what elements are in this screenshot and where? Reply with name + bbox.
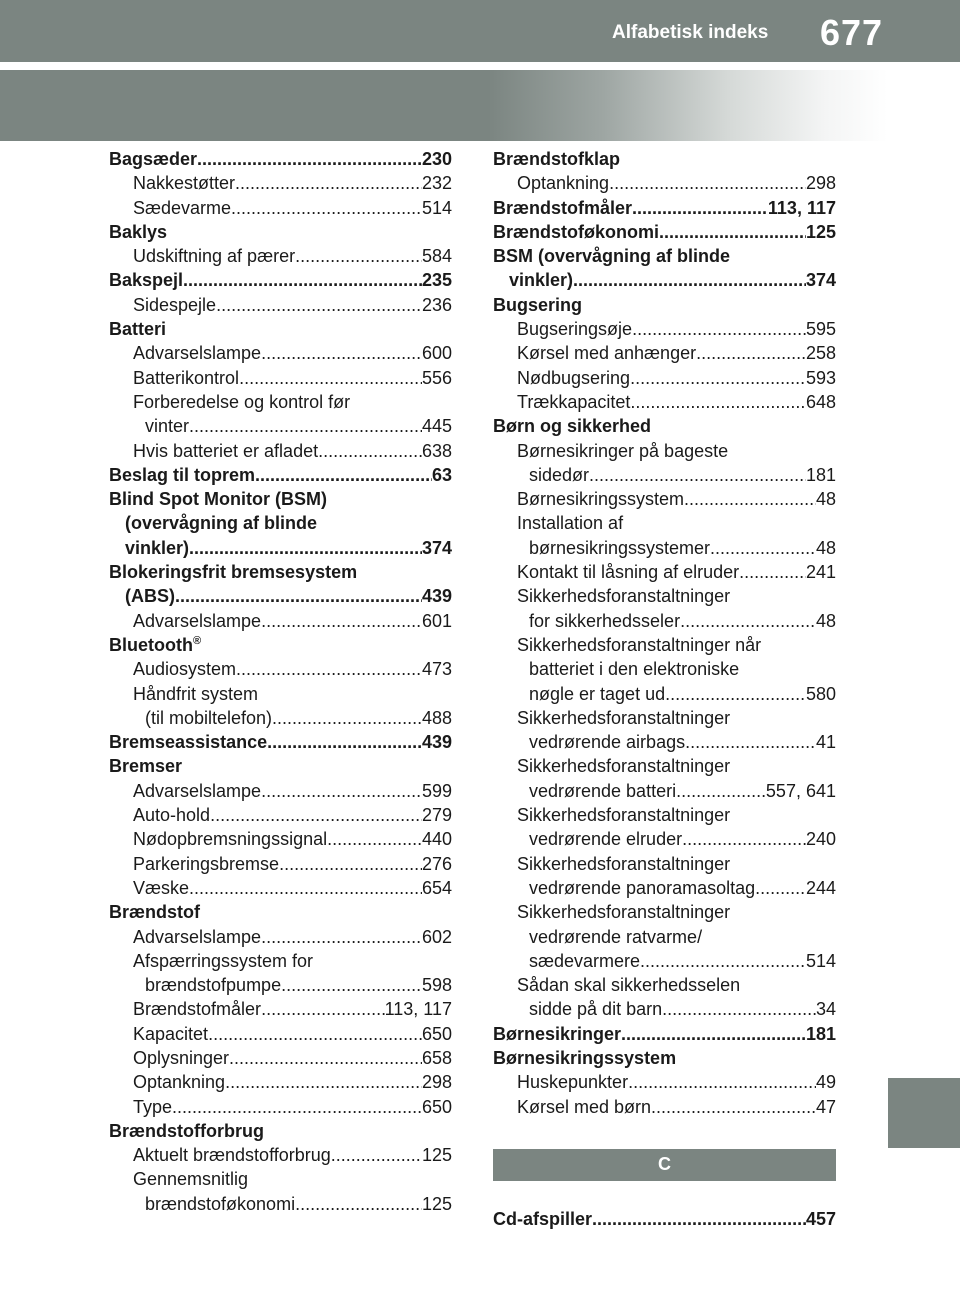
index-entry [109, 560, 452, 609]
leader-dots [685, 730, 816, 754]
leader-dots [239, 366, 422, 390]
entry-label: Batterikontrol [133, 367, 240, 388]
entry-label: Kørsel med børn [517, 1096, 652, 1117]
entry-label: Advarselslampe [133, 780, 262, 801]
leader-dots [172, 1095, 422, 1119]
chapter-tab [888, 1078, 960, 1148]
index-subentry [493, 171, 836, 195]
entry-label: (ABS) [125, 586, 175, 607]
entry-label: Kapacitet [133, 1023, 209, 1044]
index-subentry [493, 560, 836, 584]
entry-label: vinkler) [509, 270, 574, 291]
entry-label: Parkeringsbremse [133, 853, 280, 874]
leader-dots [684, 487, 816, 511]
index-subentry [109, 1070, 452, 1094]
entry-label: vinter [145, 416, 190, 437]
entry-page: 600 [421, 343, 452, 364]
entry-label: Huskepunkter [517, 1072, 629, 1093]
entry-page: 445 [421, 416, 452, 437]
entry-label: Baklys [109, 221, 168, 242]
leader-dots [676, 779, 766, 803]
index-entry [109, 220, 452, 244]
index-subentry [109, 925, 452, 949]
index-column-left [109, 147, 452, 1216]
entry-label: Sådan skal sikkerhedsselen [517, 975, 741, 996]
leader-dots [331, 1143, 422, 1167]
entry-label: sædevarmere [529, 950, 641, 971]
entry-page: 181 [805, 1023, 836, 1044]
index-subentry [109, 827, 452, 851]
entry-label: Bremseassistance [109, 732, 268, 753]
entry-page: 48 [815, 489, 836, 510]
index-entry [493, 1046, 836, 1070]
entry-label: Sidespejle [133, 294, 217, 315]
entry-label: Brændstofforbrug [109, 1120, 264, 1141]
entry-label: Børnesikringer [493, 1023, 622, 1044]
index-subentry [493, 1095, 836, 1119]
entry-label: Beslag til toprem [109, 464, 256, 485]
leader-dots [696, 341, 806, 365]
entry-page: 258 [805, 343, 836, 364]
index-subentry [493, 439, 836, 488]
entry-label: Sikkerhedsforanstaltninger [517, 707, 731, 728]
index-column-right [493, 147, 836, 1231]
section-heading-c: C [493, 1149, 836, 1181]
leader-dots [632, 317, 806, 341]
entry-label: Børn og sikkerhed [493, 416, 652, 437]
leader-dots [295, 244, 422, 268]
entry-page: 580 [805, 683, 836, 704]
index-subentry [493, 341, 836, 365]
index-subentry [493, 487, 836, 511]
index-subentry [109, 366, 452, 390]
leader-dots [592, 1207, 806, 1231]
entry-label: Bugseringsøje [517, 319, 633, 340]
decorative-banner [0, 70, 888, 141]
leader-dots [573, 268, 806, 292]
entry-page: 593 [805, 367, 836, 388]
index-subentry [493, 1070, 836, 1094]
index-subentry [493, 754, 836, 803]
entry-page: 584 [421, 246, 452, 267]
leader-dots [739, 560, 806, 584]
entry-page: 63 [431, 464, 452, 485]
leader-dots [216, 293, 422, 317]
entry-page: 439 [421, 586, 452, 607]
entry-label: Væske [133, 877, 190, 898]
leader-dots [261, 997, 385, 1021]
entry-label: Cd-afspiller [493, 1208, 593, 1229]
header-bar [0, 0, 960, 62]
leader-dots [236, 657, 422, 681]
index-entry [109, 754, 452, 778]
entry-page: 125 [421, 1145, 452, 1166]
index-subentry [109, 779, 452, 803]
entry-label: Håndfrit system [133, 683, 259, 704]
leader-dots [261, 341, 422, 365]
entry-label: Sikkerhedsforanstaltninger [517, 756, 731, 777]
entry-label: brændstofpumpe [145, 975, 282, 996]
entry-label: Trækkapacitet [517, 391, 631, 412]
entry-page: 48 [815, 537, 836, 558]
entry-label: Oplysninger [133, 1047, 230, 1068]
entry-page: 473 [421, 659, 452, 680]
entry-label: Bagsæder [109, 149, 198, 169]
section-title: Alfabetisk indeks [612, 22, 769, 43]
index-subentry [109, 609, 452, 633]
entry-label: for sikkerhedsseler [529, 610, 681, 631]
entry-page: 240 [805, 829, 836, 850]
leader-dots [235, 171, 422, 195]
entry-label: Bluetooth® [109, 634, 202, 655]
entry-label: Hvis batteriet er afladet [133, 440, 319, 461]
entry-continuation: (overvågning af blinde [125, 513, 318, 534]
index-subentry [493, 317, 836, 341]
entry-label: Børnesikringer på bageste [517, 440, 729, 461]
index-subentry [109, 876, 452, 900]
entry-label: Sædevarme [133, 197, 232, 218]
index-subentry [493, 584, 836, 633]
entry-page: 241 [805, 562, 836, 583]
entry-label: Batteri [109, 319, 167, 340]
entry-label: Bremser [109, 756, 183, 777]
entry-label: Audiosystem [133, 659, 237, 680]
leader-dots [231, 196, 422, 220]
leader-dots [621, 1022, 806, 1046]
entry-page: 658 [421, 1047, 452, 1068]
entry-label: Bugsering [493, 294, 583, 315]
leader-dots [640, 949, 806, 973]
leader-dots [659, 220, 806, 244]
index-subentry [493, 900, 836, 973]
index-subentry [493, 511, 836, 560]
leader-dots [189, 876, 422, 900]
entry-label: sidde på dit barn [529, 999, 663, 1020]
index-subentry [493, 973, 836, 1022]
entry-page: 602 [421, 926, 452, 947]
entry-label: Sikkerhedsforanstaltninger [517, 805, 731, 826]
entry-label: vedrørende batteri [529, 780, 677, 801]
entry-label: nøgle er taget ud [529, 683, 666, 704]
index-subentry [109, 1046, 452, 1070]
index-entry [109, 633, 452, 657]
leader-dots [327, 827, 422, 851]
index-entry [109, 268, 452, 292]
entry-label: Nødbugsering [517, 367, 631, 388]
entry-page: 595 [805, 319, 836, 340]
index-subentry [109, 439, 452, 463]
index-entry [493, 1207, 836, 1231]
entry-page: 650 [421, 1023, 452, 1044]
entry-page: 514 [421, 197, 452, 218]
entry-page: 125 [421, 1193, 452, 1214]
entry-page: 650 [421, 1096, 452, 1117]
entry-label: brændstoføkonomi [145, 1193, 296, 1214]
entry-label: Installation af [517, 513, 624, 534]
leader-dots [279, 852, 422, 876]
entry-label: Sikkerhedsforanstaltninger [517, 586, 731, 607]
index-entry [109, 317, 452, 341]
leader-dots [197, 147, 422, 171]
index-subentry [109, 1022, 452, 1046]
index-entry [109, 487, 452, 560]
entry-page: 232 [421, 173, 452, 194]
entry-label: Blind Spot Monitor (BSM) [109, 489, 327, 510]
leader-dots [710, 536, 816, 560]
entry-page: 488 [421, 707, 452, 728]
page-number: 677 [820, 12, 884, 53]
index-subentry [493, 852, 836, 901]
leader-dots [628, 1070, 816, 1094]
leader-dots [589, 463, 806, 487]
index-subentry [109, 682, 452, 731]
leader-dots [229, 1046, 422, 1070]
leader-dots [609, 171, 806, 195]
entry-label: Type [133, 1096, 173, 1117]
entry-page: 47 [815, 1096, 836, 1117]
index-subentry [109, 390, 452, 439]
index-subentry [493, 633, 836, 706]
entry-label: vedrørende elruder [529, 829, 683, 850]
entry-page: 244 [805, 877, 836, 898]
leader-dots [281, 973, 422, 997]
entry-page: 440 [421, 829, 452, 850]
entry-page: 648 [805, 391, 836, 412]
leader-dots [225, 1070, 422, 1094]
leader-dots [183, 268, 422, 292]
index-entry [109, 900, 452, 924]
entry-page: 230 [421, 149, 452, 169]
entry-label: Brændstofklap [493, 149, 621, 169]
leader-dots [261, 609, 422, 633]
entry-label: Afspærringssystem for [133, 950, 314, 971]
leader-dots [318, 439, 422, 463]
entry-label: Kontakt til låsning af elruder [517, 562, 740, 583]
leader-dots [682, 827, 806, 851]
entry-page: 298 [805, 173, 836, 194]
entry-page: 514 [805, 950, 836, 971]
entry-label: Udskiftning af pærer [133, 246, 296, 267]
entry-page: 113, 117 [767, 197, 836, 218]
entry-page: 279 [421, 805, 452, 826]
entry-label: Kørsel med anhænger [517, 343, 697, 364]
leader-dots [651, 1095, 816, 1119]
leader-dots [272, 706, 422, 730]
index-subentry [109, 293, 452, 317]
entry-label: vedrørende panoramasoltag [529, 877, 756, 898]
entry-label: vedrørende airbags [529, 732, 686, 753]
entry-page: 34 [815, 999, 836, 1020]
entry-page: 125 [805, 221, 836, 242]
entry-page: 638 [421, 440, 452, 461]
index-subentry [109, 244, 452, 268]
entry-page: 298 [421, 1072, 452, 1093]
entry-label: Nødopbremsningssignal [133, 829, 328, 850]
index-subentry [493, 803, 836, 852]
index-subentry [493, 366, 836, 390]
leader-dots [680, 609, 816, 633]
leader-dots [632, 196, 768, 220]
entry-label: Brændstofmåler [133, 999, 262, 1020]
entry-label: BSM (overvågning af blinde [493, 246, 731, 267]
entry-page: 48 [815, 610, 836, 631]
index-entry [493, 244, 836, 293]
entry-label: (til mobiltelefon) [145, 707, 273, 728]
entry-label: Børnesikringssystem [517, 489, 685, 510]
entry-continuation: vedrørende ratvarme/ [529, 926, 703, 947]
leader-dots [208, 1022, 422, 1046]
entry-label: Sikkerhedsforanstaltninger når [517, 634, 762, 655]
index-subentry [109, 852, 452, 876]
leader-dots [662, 997, 816, 1021]
index-entry [493, 147, 836, 171]
entry-label: Sikkerhedsforanstaltninger [517, 853, 731, 874]
index-entry [109, 463, 452, 487]
entry-label: børnesikringssystemer [529, 537, 711, 558]
leader-dots [755, 876, 806, 900]
leader-dots [630, 390, 806, 414]
entry-label: vinkler) [125, 537, 190, 558]
index-entry [493, 196, 836, 220]
entry-page: 113, 117 [384, 999, 452, 1020]
index-entry [109, 730, 452, 754]
leader-dots [261, 925, 422, 949]
entry-continuation: batteriet i den elektroniske [529, 659, 740, 680]
entry-page: 601 [421, 610, 452, 631]
entry-page: 457 [805, 1208, 836, 1229]
index-subentry [493, 390, 836, 414]
leader-dots [175, 584, 422, 608]
entry-page: 439 [421, 732, 452, 753]
index-subentry [109, 1167, 452, 1216]
leader-dots [210, 803, 422, 827]
entry-label: Gennemsnitlig [133, 1169, 249, 1190]
entry-label: Optankning [133, 1072, 226, 1093]
leader-dots [189, 414, 422, 438]
entry-label: sidedør [529, 464, 590, 485]
entry-label: Sikkerhedsforanstaltninger [517, 902, 731, 923]
entry-label: Brændstof [109, 902, 200, 923]
entry-page: 598 [421, 975, 452, 996]
entry-label: Børnesikringssystem [493, 1047, 677, 1068]
entry-label: Brændstoføkonomi [493, 221, 659, 242]
index-subentry [493, 706, 836, 755]
leader-dots [630, 366, 806, 390]
index-subentry [109, 196, 452, 220]
entry-label: Advarselslampe [133, 610, 262, 631]
index-entry [109, 1119, 452, 1143]
index-entry [493, 1022, 836, 1046]
leader-dots [295, 1192, 422, 1216]
entry-label: Optankning [517, 173, 610, 194]
index-subentry [109, 1095, 452, 1119]
leader-dots [267, 730, 422, 754]
index-entry [493, 414, 836, 438]
entry-page: 654 [421, 877, 452, 898]
leader-dots [665, 682, 806, 706]
index-subentry [109, 657, 452, 681]
entry-page: 181 [805, 464, 836, 485]
entry-label: Forberedelse og kontrol før [133, 391, 351, 412]
leader-dots [261, 779, 422, 803]
index-subentry [109, 341, 452, 365]
entry-label: Blokeringsfrit bremsesystem [109, 562, 358, 583]
entry-page: 556 [421, 367, 452, 388]
index-subentry [109, 1143, 452, 1167]
entry-label: Brændstofmåler [493, 197, 633, 218]
index-subentry [109, 803, 452, 827]
entry-label: Bakspejl [109, 270, 184, 291]
entry-label: Advarselslampe [133, 343, 262, 364]
entry-page: 374 [421, 537, 452, 558]
index-entry [109, 147, 452, 171]
entry-page: 599 [421, 780, 452, 801]
index-entry [493, 220, 836, 244]
entry-page: 374 [805, 270, 836, 291]
entry-label: Advarselslampe [133, 926, 262, 947]
entry-page: 235 [421, 270, 452, 291]
leader-dots [255, 463, 432, 487]
entry-page: 41 [815, 732, 836, 753]
entry-label: Auto-hold [133, 805, 211, 826]
entry-page: 276 [421, 853, 452, 874]
leader-dots [189, 536, 422, 560]
index-entry [493, 293, 836, 317]
entry-label: Aktuelt brændstofforbrug [133, 1145, 331, 1166]
entry-label: Nakkestøtter [133, 173, 236, 194]
entry-page: 557, 641 [765, 780, 836, 801]
index-subentry [109, 949, 452, 998]
entry-page: 236 [421, 294, 452, 315]
index-subentry [109, 171, 452, 195]
index-subentry [109, 997, 452, 1021]
entry-page: 49 [815, 1072, 836, 1093]
